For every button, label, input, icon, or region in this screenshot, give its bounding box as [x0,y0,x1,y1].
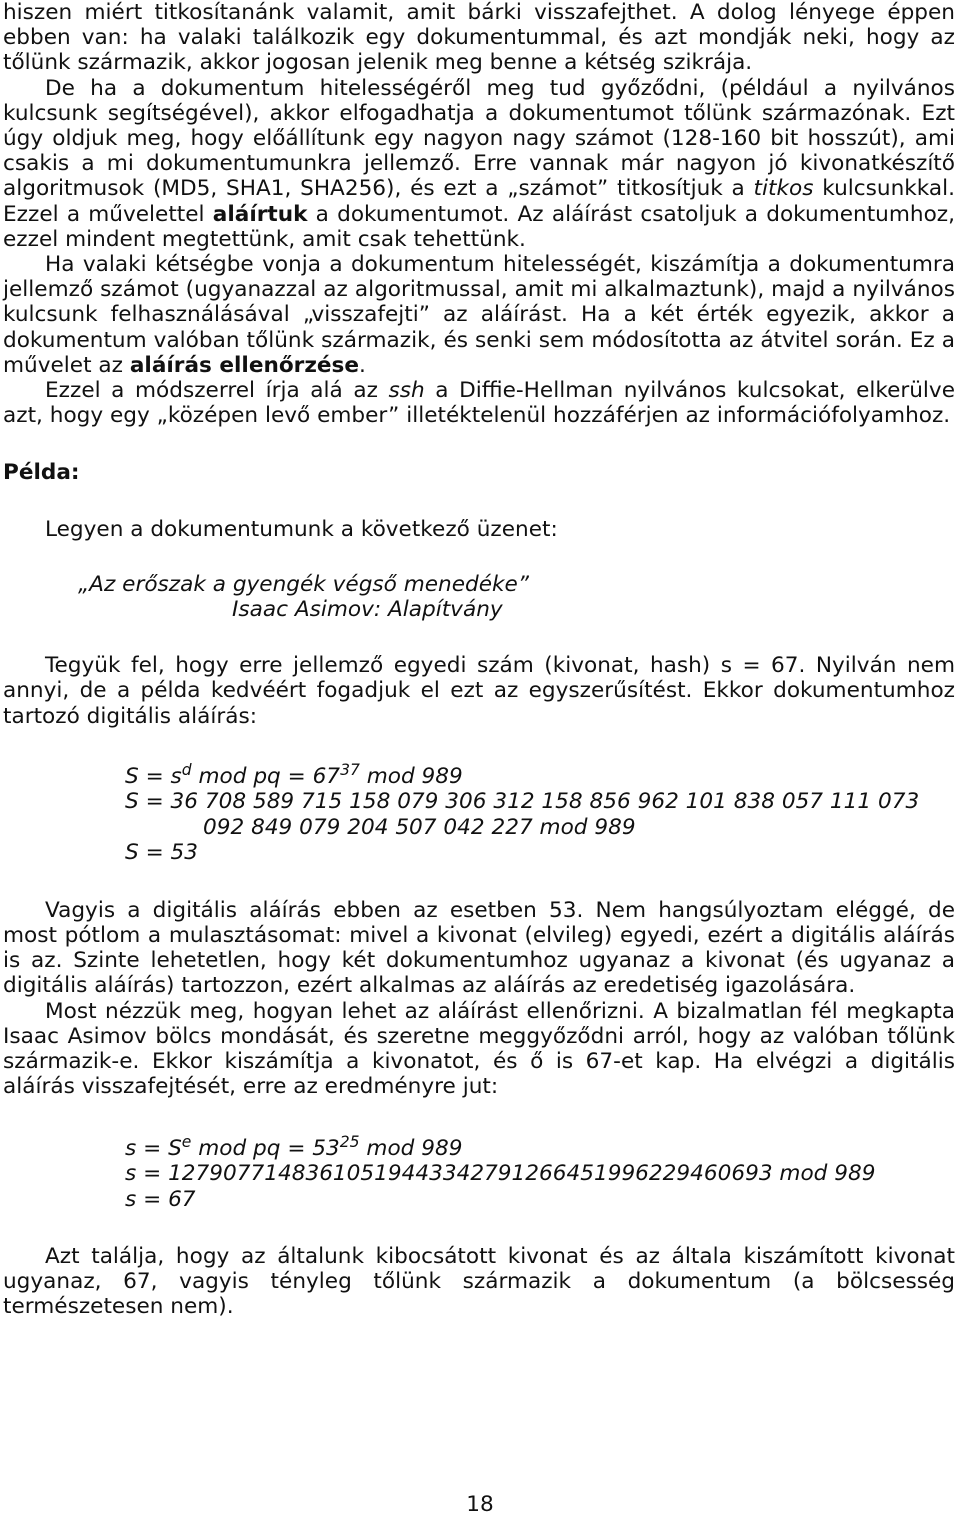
formula-line-continuation: 092 849 079 204 507 042 227 mod 989 [203,814,636,840]
italic-term-titkos: titkos [753,176,814,202]
formula-line [3,761,955,790]
formula-exponent: e [181,1132,192,1151]
formula-line: S = 36 708 589 715 158 079 306 312 158 856 962 101 838 057 111 073 [125,789,920,815]
paragraph-continuation: hiszen miért titkosítanánk valamit, amit bárki visszafejthet. A dolog lényege éppen ebben van: ha valaki találkozik egy dokumentummal, és azt mondják neki, hogy az tőlünk származik, akkor jogosan jelenik meg benne a kétség szikrája. [3,0,955,76]
paragraph-hash: Tegyük fel, hogy erre jellemző egyedi szám (kivonat, hash) s = 67. Nyilván nem annyi, de a példa kedvéért fogadjuk el ezt az egyszerűsítést. Ekkor dokumentumhoz tartozó digitális aláírás: [3,653,955,729]
quote-text: „Az erőszak a gyengék végső menedéke” [78,571,529,597]
section-heading-example: Példa: [3,460,80,486]
formula-text: mod pq = 67 [191,763,341,789]
paragraph-text: Ha valaki kétségbe vonja a dokumentum hitelességét, kiszámítja a dokumentumra jellemző számot (ugyanazzal az algoritmussal, amit mi alkalmaztunk), majd a nyilvános kulcsunk felhasználásával „visszafejti” az aláírást. Ha a két érték egyezik, akkor a dokumentum valóban tőlünk származik, és senki sem módosította az átvitel során. Ez a művelet az [3,252,955,378]
paragraph-text: . [359,352,366,378]
formula-text: S = s [125,763,182,789]
paragraph-signature-verification [3,252,955,378]
formula-line: s = 67 [125,1186,196,1212]
page-number: 18 [466,1492,494,1517]
formula-exponent: d [181,761,192,780]
formula-exponent: 25 [339,1132,360,1151]
paragraph-signature-creation [3,76,955,252]
bold-term-alairas-ellenorzese: aláírás ellenőrzése [129,352,360,378]
formula-exponent: 37 [340,761,360,780]
formula-text: s = S [125,1135,182,1161]
paragraph-after-signing: Vagyis a digitális aláírás ebben az esetben 53. Nem hangsúlyoztam eléggé, de most pótlom a mulasztásomat: mivel a kivonat (elvileg) egyedi, ezért a digitális aláírás is az. Szinte lehetetlen, hogy két dokumentumhoz ugyanaz a kivonat (és ugyanaz a digitális aláírás) tartozzon, ezért alkalmas az aláírás az eredetiség igazolására. [3,897,955,999]
formula-text: mod 989 [359,1135,463,1161]
paragraph-verify-intro: Most nézzük meg, hogyan lehet az aláírást ellenőrizni. A bizalmatlan fél megkapta Isaac Asimov bölcs mondását, és szeretne meggyőződni arról, hogy az valóban tőlünk származik-e. Ekkor kiszámítja a kivonatot, és ő is 67-et kap. Ha elvégzi a digitális aláírás visszafejtését, erre az eredményre jut: [3,998,955,1100]
formula-line [3,1132,955,1162]
formula-line: s = 12790771483610519443342791266451996229460693 mod 989 [125,1161,876,1186]
bold-term-alairtuk: aláírtuk [212,201,308,227]
paragraph-text: a Diffie-Hellman nyilvános kulcsokat, elkerülve azt, hogy egy „középen levő ember” illetéktelenül hozzáférjen az információfolyamhoz. [3,378,956,429]
document-page [3,0,955,1320]
paragraph-text: De ha a dokumentum hitelességéről meg tud győződni, (például a nyilvános kulcsunk segítségével), akkor elfogadhatja a dokumentumot tőlünk származónak. Ezt úgy oldjuk meg, hogy előállítunk egy nagyon nagy számot (128-160 bit hosszút), ami csakis a mi dokumentumunkra jellemző. Erre vannak már nagyon jó kivonatkészítő algoritmusok (MD5, SHA1, SHA256), és ezt a „számot” titkosítjuk a [3,75,955,202]
paragraph-conclusion: Azt találja, hogy az általunk kibocsátott kivonat és az általa kiszámított kivonat ugyanaz, 67, vagyis tényleg tőlünk származik a dokumentum (a bölcsesség természetesen nem). [3,1244,955,1320]
paragraph-text: kulcsunkkal. Ezzel a művelettel [3,176,955,227]
paragraph-ssh [3,378,955,428]
quote-block [3,572,955,622]
quote-attribution: Isaac Asimov: Alapítvány [232,597,503,623]
italic-term-ssh: ssh [388,378,425,404]
example-intro: Legyen a dokumentumunk a következő üzenet: [45,516,558,542]
formula-line: S = 53 [125,840,199,866]
paragraph-text: Ezzel a módszerrel írja alá az [45,378,389,404]
paragraph-text: a dokumentumot. Az aláírást csatoljuk a dokumentumhoz, ezzel mindent megtettünk, amit csak tehettünk. [3,201,955,252]
formula-text: mod pq = 53 [191,1135,340,1161]
formula-text: mod 989 [359,763,463,789]
signing-formula-block [3,761,955,866]
verification-formula-block [3,1132,955,1213]
